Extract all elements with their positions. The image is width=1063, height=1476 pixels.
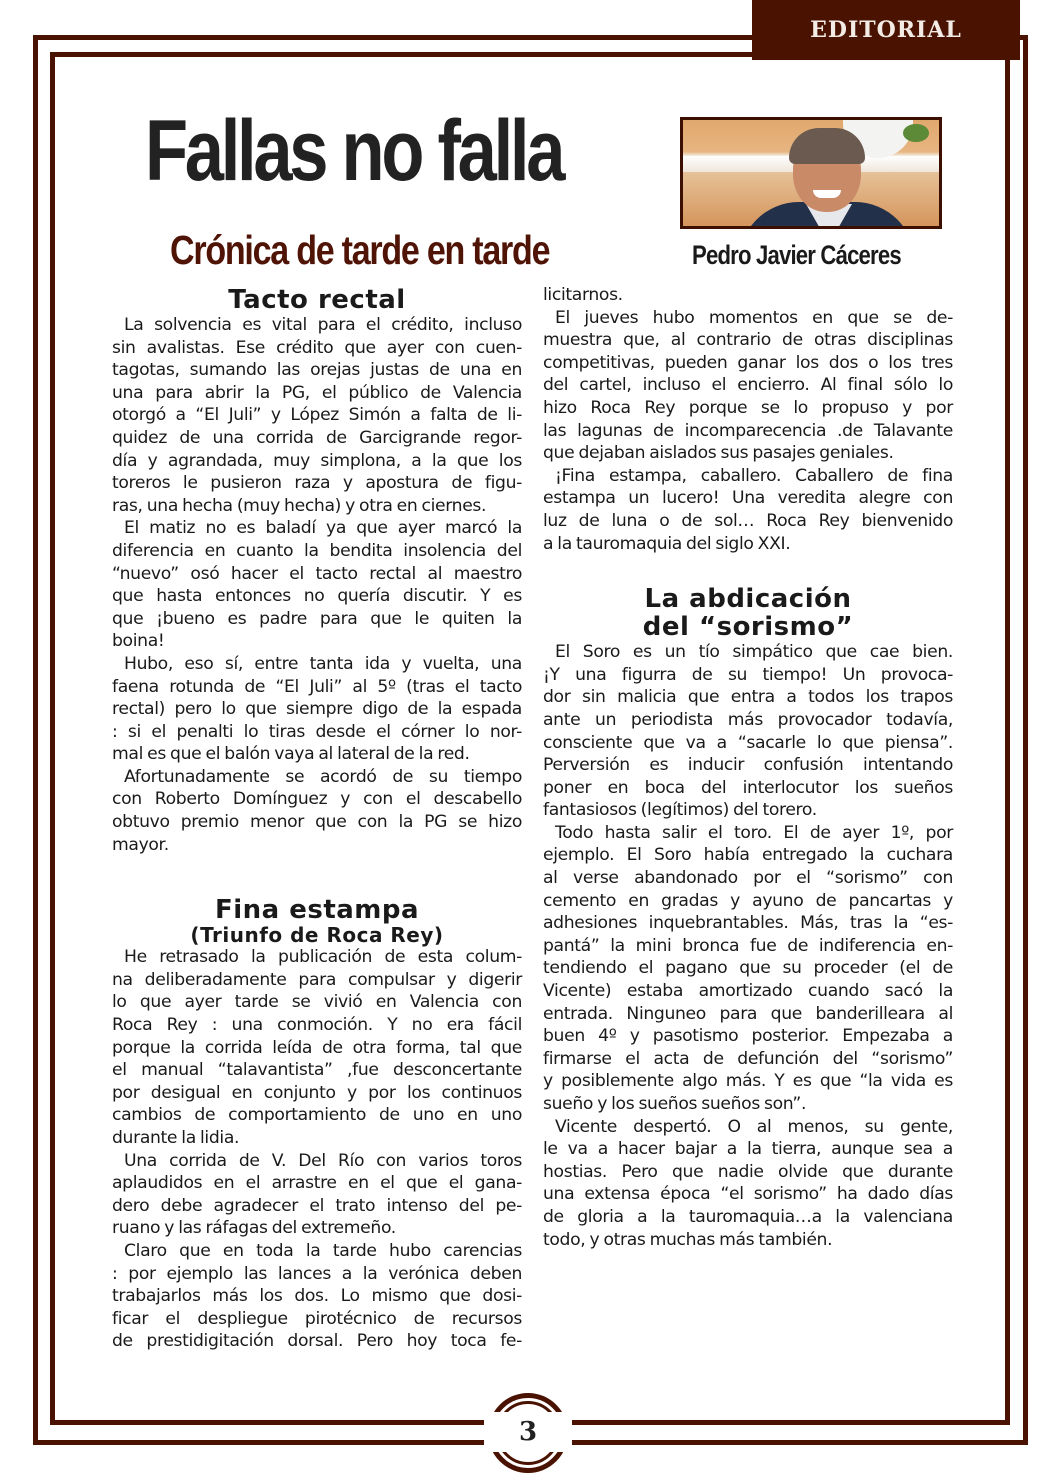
- photo-smile: [813, 190, 841, 198]
- text-line: con Roberto Domínguez y con el descabello: [112, 789, 522, 810]
- section-subheading-triunfo: (Triunfo de Roca Rey): [190, 923, 444, 948]
- section-body-tacto-rectal: [112, 314, 522, 856]
- text-line: del cartel, incluso el encierro. Al final sólo lo: [543, 375, 953, 396]
- photo-plant: [903, 124, 929, 142]
- section-body-fina-estampa: [112, 946, 522, 1353]
- text-line: día y agrandada, muy simplona, a la que los: [112, 450, 522, 471]
- text-line: La solvencia es vital para el crédito, incluso: [124, 315, 522, 335]
- text-line: Claro que en toda la tarde hubo carencias: [124, 1240, 522, 1261]
- text-line: ejemplo. El Soro había entregado la cuchara: [543, 845, 953, 866]
- section-heading-abdicacion-2: del “sorismo”: [642, 612, 854, 643]
- text-line: dor sin malicia que entra a todos los trapos: [543, 687, 953, 708]
- section-body-abdicacion: [543, 641, 953, 1251]
- text-line: obtuvo premio menor que con la PG se hizo: [112, 812, 522, 833]
- text-line: Todo hasta salir el toro. El de ayer 1º, por: [555, 822, 953, 843]
- text-line: una extensa época “el sorismo” ha dado días: [543, 1184, 953, 1205]
- text-line: El jueves hubo momentos en que se de-: [555, 307, 953, 328]
- text-line: lo que ayer tarde se vivió en Valencia con: [112, 992, 522, 1013]
- text-line: ficar el despliegue pirotécnico de recursos: [112, 1308, 522, 1329]
- text-line: el manual “talavantista” ,fue desconcertante: [112, 1060, 522, 1081]
- text-line: : si el penalti lo tiras desde el córner lo nor-: [112, 721, 522, 742]
- text-line: ruano y las ráfagas del extremeño.: [112, 1218, 396, 1239]
- text-line: trabajarlos más los dos. Lo mismo que dosi-: [112, 1286, 522, 1307]
- section-heading-abdicacion-1: La abdicación: [644, 584, 852, 615]
- text-line: todo, y otras muchas más también.: [543, 1229, 833, 1250]
- article-column-right: [543, 284, 953, 1251]
- text-line: ¡Y una figurra de su tiempo! Un provoca-: [543, 664, 953, 685]
- text-line: otorgó a “El Juli” y López Simón a falta de li-: [112, 405, 522, 426]
- text-line: y posiblemente algo más. Y es que “la vida es: [543, 1071, 953, 1092]
- article-column-left: [112, 286, 522, 1353]
- text-line: porque la corrida leída de otra forma, tal que: [112, 1037, 522, 1058]
- text-line: cambios de comportamiento de uno en uno: [112, 1105, 522, 1126]
- text-line: cemento en gradas y ayuno de pancartas y: [543, 890, 953, 911]
- text-line: quidez de una corrida de Garcigrande regor-: [112, 427, 522, 448]
- text-line: na deliberadamente para compulsar y digerir: [112, 969, 522, 990]
- text-line: Vicente) estaba amortizado cuando sacó la: [543, 981, 953, 1002]
- text-line: las lagunas de incomparecencia .de Talavante: [543, 420, 953, 441]
- text-line: entrada. Ninguneo para que banderilleara al: [543, 1003, 953, 1024]
- author-photo: [680, 117, 942, 229]
- text-line: El matiz no es baladí ya que ayer marcó la: [124, 518, 522, 539]
- text-line: mayor.: [112, 834, 169, 855]
- text-line: dero debe agradecer el trato intenso del pe-: [112, 1195, 522, 1216]
- text-line: una para abrir la PG, el público de Valencia: [112, 382, 522, 403]
- text-line: poner en boca del interlocutor los sueños: [543, 777, 953, 798]
- text-line: Perversión es inducir confusión intentando: [543, 755, 953, 776]
- text-line: hizo Roca Rey porque se lo propuso y por: [543, 397, 953, 418]
- text-line: mal es que el balón vaya al lateral de la red.: [112, 744, 470, 765]
- text-line: a la tauromaquia del siglo XXI.: [543, 533, 791, 554]
- text-line: licitarnos.: [543, 285, 623, 305]
- author-byline: Pedro Javier Cáceres: [692, 240, 901, 270]
- section-heading-fina-estampa: Fina estampa: [214, 895, 420, 926]
- text-line: luz de luna o de sol… Roca Rey bienvenido: [543, 510, 953, 531]
- text-line: faena rotunda de “El Juli” al 5º (tras el tacto: [112, 676, 522, 697]
- text-line: consciente que va a “sacarle lo que piensa”.: [543, 732, 953, 753]
- section-tab: [752, 0, 1020, 60]
- text-line: diferencia en cuanto la bendita insolencia del: [112, 540, 522, 561]
- text-line: Hubo, eso sí, entre tanta ida y vuelta, una: [124, 653, 522, 674]
- text-line: competitivas, pueden ganar los dos o los tres: [543, 352, 953, 373]
- text-line: durante la lidia.: [112, 1128, 240, 1148]
- text-line: por desigual en conjunto y por los continuos: [112, 1082, 522, 1103]
- text-line: ¡Fina estampa, caballero. Caballero de fina: [555, 465, 953, 486]
- text-line: tagotas, sumando las orejas justas de una en: [112, 360, 522, 381]
- text-line: Una corrida de V. Del Río con varios toros: [124, 1150, 522, 1171]
- text-line: que dejaban aislados sus pasajes geniales.: [543, 443, 894, 464]
- text-line: ante un periodista más provocador todavía,: [543, 709, 953, 730]
- text-line: “nuevo” osó hacer el tacto rectal al maestro: [112, 563, 522, 584]
- section-body-continuation: [543, 284, 953, 555]
- page-number: 3: [518, 1417, 538, 1447]
- text-line: Roca Rey : una conmoción. Y no era fácil: [112, 1015, 522, 1036]
- text-line: tendiendo el pagano que su proceder (el de: [543, 958, 953, 979]
- section-tab-label: EDITORIAL: [810, 17, 962, 43]
- text-line: buen 4º y pasotismo posterior. Empezaba a: [543, 1026, 953, 1047]
- section-heading-tacto-rectal: Tacto rectal: [228, 285, 406, 315]
- text-line: Afortunadamente se acordó de su tiempo: [124, 766, 522, 787]
- text-line: El Soro es un tío simpático que cae bien.: [555, 642, 953, 663]
- headline: Fallas no falla: [145, 103, 563, 199]
- text-line: sin avalistas. Ese crédito que ayer con cuen-: [112, 337, 522, 358]
- text-line: sueño y los sueños sueños son”.: [543, 1094, 807, 1114]
- text-line: He retrasado la publicación de esta colum-: [124, 947, 522, 968]
- text-line: estampa un lucero! Una veredita alegre con: [543, 488, 953, 509]
- text-line: de gloria a la tauromaquia…a la valenciana: [543, 1206, 953, 1227]
- text-line: Vicente despertó. O al menos, su gente,: [555, 1116, 953, 1137]
- text-line: fantasiosos (legítimos) del torero.: [543, 800, 817, 821]
- text-line: adhesiones inquebrantables. Más, tras la “es-: [543, 913, 953, 934]
- text-line: ras, una hecha (muy hecha) y otra en ciernes.: [112, 495, 487, 516]
- text-line: le va a hacer bajar a la tierra, aunque sea a: [543, 1139, 953, 1160]
- text-line: pantá” la mini bronca fue de indiferencia en-: [543, 935, 953, 956]
- text-line: aplaudidos en el arrastre en el que el gana-: [112, 1173, 522, 1194]
- text-line: al verse abandonado por el “sorismo” con: [543, 868, 953, 889]
- text-line: : por ejemplo las lances a la verónica deben: [112, 1263, 522, 1284]
- text-line: firmarse el acta de defunción del “sorismo”: [543, 1048, 953, 1069]
- text-line: muestra que, al contrario de otras disciplinas: [543, 330, 953, 351]
- text-line: hostias. Pero que nadie olvide que durante: [543, 1161, 953, 1182]
- text-line: toreros le pusieron raza y apostura de figu-: [112, 473, 522, 494]
- text-line: boina!: [112, 631, 165, 652]
- subheadline: Crónica de tarde en tarde: [170, 227, 550, 273]
- text-line: que hasta entonces no quería discutir. Y es: [112, 586, 522, 607]
- text-line: que ¡bueno es padre para que le quiten la: [112, 608, 522, 629]
- text-line: rectal) pero lo que siempre digo de la espada: [112, 699, 522, 720]
- text-line: de prestidigitación dorsal. Pero hoy toca fe-: [112, 1331, 522, 1352]
